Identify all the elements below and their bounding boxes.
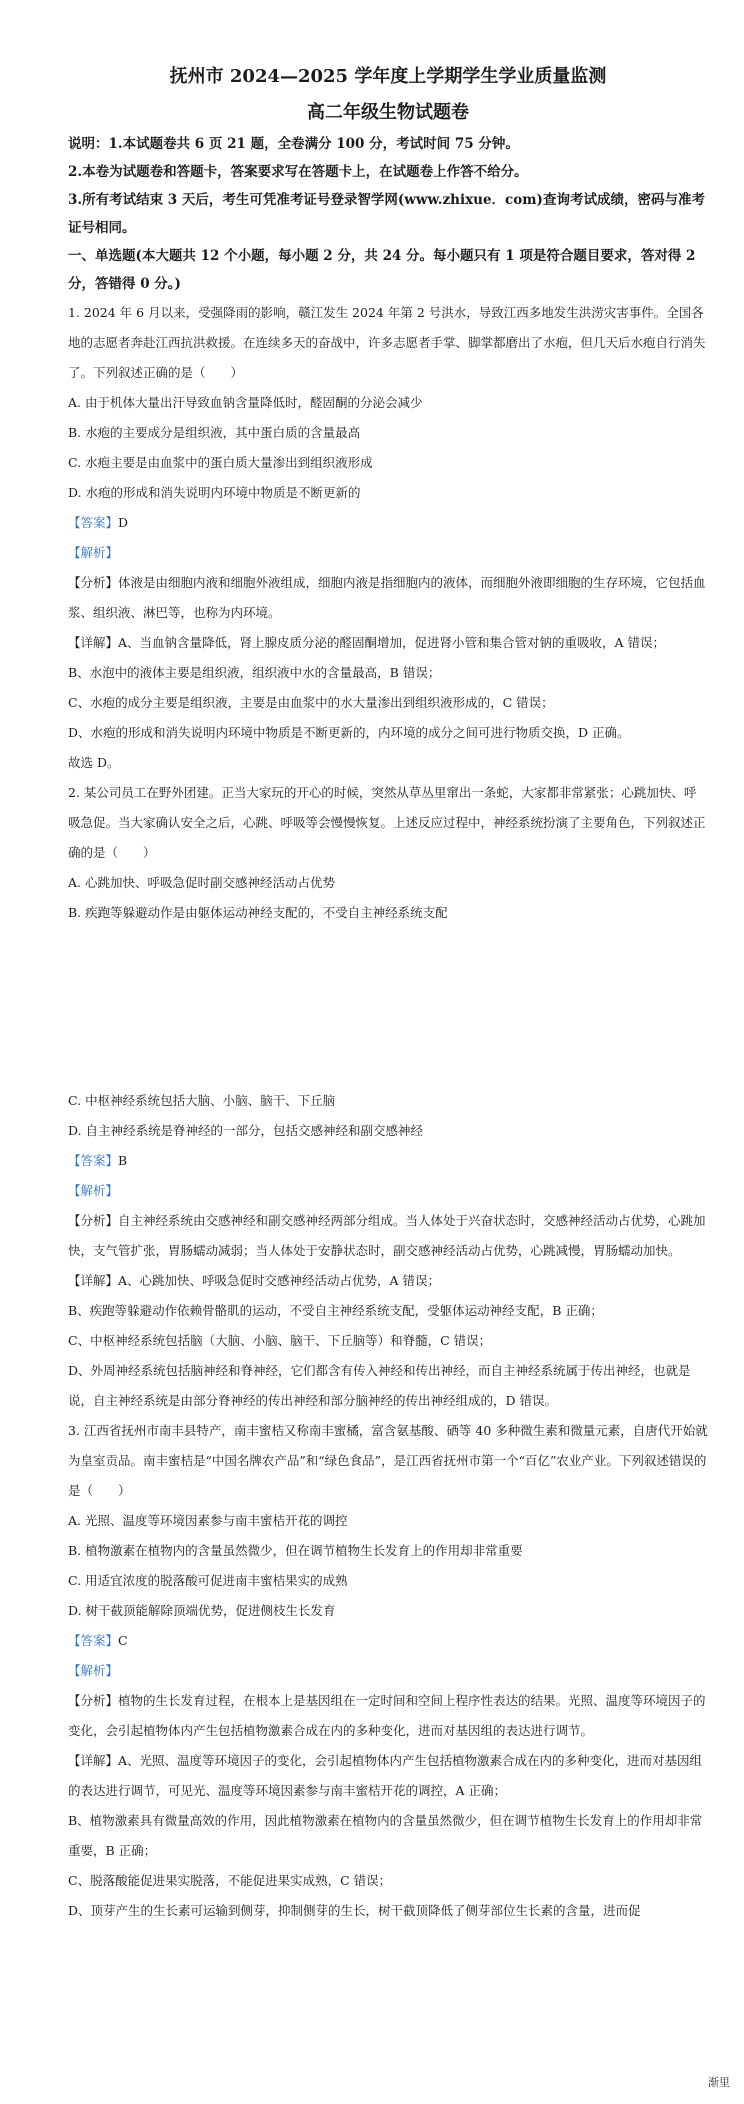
instruction-1: 说明：1.本试题卷共 6 页 21 题，全卷满分 100 分，考试时间 75 分钟。 (68, 136, 519, 152)
option-a: A. 心跳加快、呼吸急促时副交感神经活动占优势 (68, 875, 335, 890)
blank-gap (68, 928, 708, 1086)
detail-paragraph (68, 628, 708, 658)
analysis-tag: 【解析】 (68, 545, 119, 560)
question-3 (68, 1416, 708, 1926)
detail-line: B、水泡中的液体主要是组织液，组织液中水的含量最高，B 错误； (68, 665, 441, 680)
detail-line: C、水疱的成分主要是组织液，主要是由血浆中的水大量渗出到组织液形成的，C 错误； (68, 695, 554, 710)
instruction-2: 2.本卷为试题卷和答题卡，答案要求写在答题卡上，在试题卷上作答不给分。 (68, 164, 528, 180)
detail-line: D、外周神经系统包括脑神经和脊神经，它们都含有传入神经和传出神经，而自主神经系统属于传出神经，也就是说，自主神经系统是由部分脊神经的传出神经和部分脑神经的传出神经组成的，D 错误。 (68, 1363, 691, 1408)
option-b: B. 疾跑等躲避动作是由躯体运动神经支配的，不受自主神经系统支配 (68, 905, 448, 920)
analysis-paragraph (68, 568, 708, 628)
option-b: B. 水疱的主要成分是组织液，其中蛋白质的含量最高 (68, 425, 361, 440)
answer-tag: 【答案】 (68, 515, 119, 530)
answer-value: D (118, 515, 129, 530)
detail-line: C、中枢神经系统包括脑（大脑、小脑、脑干、下丘脑等）和脊髓，C 错误； (68, 1333, 492, 1348)
option-d: D. 自主神经系统是脊神经的一部分，包括交感神经和副交感神经 (68, 1123, 424, 1138)
detail-text: A、光照、温度等环境因子的变化，会引起植物体内产生包括植物激素合成在内的多种变化，进而对基因组的表达进行调节，可见光、温度等环境因素参与南丰蜜桔开花的调控，A 正确； (68, 1753, 703, 1798)
analysis-text: 体液是由细胞内液和细胞外液组成，细胞内液是指细胞内的液体，而细胞外液即细胞的生存环境，它包括血浆、组织液、淋巴等，也称为内环境。 (68, 575, 706, 620)
answer-value: B (118, 1153, 128, 1168)
detail-line: B、疾跑等躲避动作依赖骨骼肌的运动，不受自主神经系统支配，受躯体运动神经支配，B 正确； (68, 1303, 603, 1318)
answer-line (68, 1626, 708, 1656)
detail-paragraph (68, 1266, 708, 1296)
detail-line: D、水疱的形成和消失说明内环境中物质是不断更新的，内环境的成分之间可进行物质交换，D 正确。 (68, 725, 630, 740)
detail-label: 【详解】 (68, 635, 119, 650)
option-b: B. 植物激素在植物内的含量虽然微少，但在调节植物生长发育上的作用却非常重要 (68, 1543, 523, 1558)
exam-subtitle: 高二年级生物试题卷 (307, 102, 469, 123)
detail-text: A、心跳加快、呼吸急促时交感神经活动占优势，A 错误； (118, 1273, 441, 1288)
question-stem: 3. 江西省抚州市南丰县特产，南丰蜜桔又称南丰蜜橘，富含氨基酸、硒等 40 多种微生素和微量元素，自唐代开始就为皇室贡品。南丰蜜桔是“中国名牌农产品”和“绿色食品”，是江西省抚州市第一个“百亿”农业产业。下列叙述错误的是（ ） (68, 1423, 708, 1498)
analysis-paragraph (68, 1686, 708, 1746)
question-2 (68, 778, 708, 1416)
answer-value: C (118, 1633, 128, 1648)
option-d: D. 水疱的形成和消失说明内环境中物质是不断更新的 (68, 485, 361, 500)
option-a: A. 光照、温度等环境因素参与南丰蜜桔开花的调控 (68, 1513, 348, 1528)
analysis-label: 【分析】 (68, 1693, 119, 1708)
analysis-text: 植物的生长发育过程，在根本上是基因组在一定时间和空间上程序性表达的结果。光照、温度等环境因子的变化，会引起植物体内产生包括植物激素合成在内的多种变化，进而对基因组的表达进行调节。 (68, 1693, 706, 1738)
answer-tag: 【答案】 (68, 1633, 119, 1648)
answer-tag: 【答案】 (68, 1153, 119, 1168)
instructions (68, 130, 708, 242)
analysis-label: 【分析】 (68, 575, 119, 590)
analysis-tag: 【解析】 (68, 1663, 119, 1678)
detail-label: 【详解】 (68, 1753, 119, 1768)
option-a: A. 由于机体大量出汗导致血钠含量降低时，醛固酮的分泌会减少 (68, 395, 423, 410)
analysis-tag: 【解析】 (68, 1183, 119, 1198)
detail-line: D、顶芽产生的生长素可运输到侧芽，抑制侧芽的生长，树干截顶降低了侧芽部位生长素的含量，进而促 (68, 1903, 641, 1918)
question-stem: 2. 某公司员工在野外团建。正当大家玩的开心的时候，突然从草丛里窜出一条蛇，大家都非常紧张；心跳加快、呼吸急促。当大家确认安全之后，心跳、呼吸等会慢慢恢复。上述反应过程中，神经系统扮演了主要角色，下列叙述正确的是（ ） (68, 785, 706, 860)
document-content (68, 62, 708, 1926)
exam-title: 抚州市 2024—2025 学年度上学期学生学业质量监测 (169, 66, 607, 87)
answer-line (68, 1146, 708, 1176)
detail-text: A、当血钠含量降低，肾上腺皮质分泌的醛固酮增加，促进肾小管和集合管对钠的重吸收，A 错误； (118, 635, 666, 650)
detail-label: 【详解】 (68, 1273, 119, 1288)
section-heading: 一、单选题(本大题共 12 个小题，每小题 2 分，共 24 分。每小题只有 1 项是符合题目要求，答对得 2 分，答错得 0 分。) (68, 248, 696, 292)
answer-line (68, 508, 708, 538)
analysis-label: 【分析】 (68, 1213, 119, 1228)
analysis-text: 自主神经系统由交感神经和副交感神经两部分组成。当人体处于兴奋状态时，交感神经活动占优势，心跳加快，支气管扩张，胃肠蠕动减弱；当人体处于安静状态时，副交感神经活动占优势，心跳减慢，胃肠蠕动加快。 (68, 1213, 706, 1258)
option-c: C. 中枢神经系统包括大脑、小脑、脑干、下丘脑 (68, 1093, 336, 1108)
detail-line: C、脱落酸能促进果实脱落，不能促进果实成熟，C 错误； (68, 1873, 392, 1888)
instruction-3: 3.所有考试结束 3 天后，考生可凭准考证号登录智学网(www.zhixue．com)查询考试成绩，密码与准考证号相同。 (68, 192, 705, 236)
option-d: D. 树干截顶能解除顶端优势，促进侧枝生长发育 (68, 1603, 336, 1618)
question-1 (68, 298, 708, 778)
analysis-paragraph (68, 1206, 708, 1266)
detail-paragraph (68, 1746, 708, 1806)
option-c: C. 用适宜浓度的脱落酸可促进南丰蜜桔果实的成熟 (68, 1573, 348, 1588)
question-stem: 1. 2024 年 6 月以来，受强降雨的影响，赣江发生 2024 年第 2 号洪水，导致江西多地发生洪涝灾害事件。全国各地的志愿者奔赴江西抗洪救援。在连续多天的奋战中，许多志愿者手掌、脚掌都磨出了水疱，但几天后水疱自行消失了。下列叙述正确的是（ ） (68, 305, 706, 380)
detail-line: B、植物激素具有微量高效的作用，因此植物激素在植物内的含量虽然微少，但在调节植物生长发育上的作用却非常重要，B 正确； (68, 1813, 703, 1858)
option-c: C. 水疱主要是由血浆中的蛋白质大量渗出到组织液形成 (68, 455, 373, 470)
conclusion-line: 故选 D。 (68, 755, 120, 770)
footer-text: 渐里 (708, 2076, 730, 2089)
